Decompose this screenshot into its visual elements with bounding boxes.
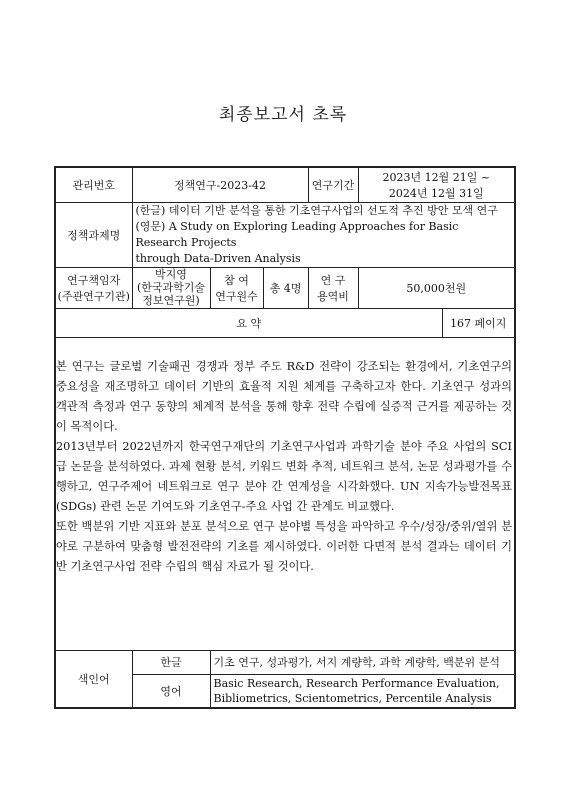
pi-name: 박지영 (한국과학기술 정보연구원) xyxy=(132,267,210,308)
task-value: (한글) 데이터 기반 분석을 통한 기초연구사업의 선도적 추진 방안 모색 연구 (영문) A Study on Exploring Leading Approaches for Basic Research Projects through Data-Driven Analysis xyxy=(132,202,515,267)
page-count: 167 페이지 xyxy=(442,308,515,337)
period-value: 2023년 12월 21일 ~ 2024년 12월 31일 xyxy=(358,167,515,202)
summary-label: 요 약 xyxy=(55,308,442,337)
members-value: 총 4명 xyxy=(269,281,302,295)
cost-value: 50,000천원 xyxy=(358,267,515,308)
cost-label: 연 구 용역비 xyxy=(308,267,358,308)
pi-label: 연구책임자 (주관연구기관) xyxy=(55,267,132,308)
page-title: 최종보고서 초록 xyxy=(218,105,348,125)
members-cell xyxy=(210,267,308,308)
members-label: 참 여 연구원수 xyxy=(211,268,264,308)
summary-paragraph: 2013년부터 2022년까지 한국연구재단의 기초연구사업과 과학기술 분야 주요 사업의 SCI급 논문을 분석하였다. 과제 현황 분석, 키워드 변화 추적, 네트워크 분석, 논문 성과평가를 수행하고, 연구주제어 네트워크로 연구 분야 간 연계성을 시각화했다. UN 지속가능발전목표(SDGs) 관련 논문 기여도와 기초연구-주요 사업 간 관계도 비교했다. xyxy=(56,440,512,513)
keywords-en-label: 영어 xyxy=(132,674,210,708)
summary-text xyxy=(56,357,512,577)
summary-paragraph: 또한 백분위 기반 지표와 분포 분석으로 연구 분야별 특성을 파악하고 우수/성장/중위/열위 분야로 구분하여 맞춤형 발전전략의 기초를 제시하였다. 이러한 다면적 분석 결과는 데이터 기반 기초연구사업 전략 수립의 핵심 자료가 될 것이다. xyxy=(56,520,512,573)
summary-paragraph: 본 연구는 글로벌 기술패권 경쟁과 정부 주도 R&D 전략이 강조되는 환경에서, 기초연구의 중요성을 재조명하고 데이터 기반의 효율적 지원 체계를 구축하고자 한다. 기초연구 성과의 객관적 측정과 연구 동향의 체계적 분석을 통해 향후 전략 수립에 실증적 근거를 제공하는 것이 목적이다. xyxy=(56,360,512,433)
mgmt-no-label: 관리번호 xyxy=(55,167,132,202)
keywords-label: 색인어 xyxy=(55,650,132,708)
mgmt-no-value: 정책연구-2023-42 xyxy=(132,167,308,202)
period-label: 연구기간 xyxy=(308,167,358,202)
keywords-en-value: Basic Research, Research Performance Evaluation, Bibliometrics, Scientometrics, Percentile Analysis xyxy=(210,674,515,708)
keywords-ko-value: 기초 연구, 성과평가, 서지 계량학, 과학 계량학, 백분위 분석 xyxy=(210,650,515,674)
task-label: 정책과제명 xyxy=(55,202,132,267)
keywords-ko-label: 한글 xyxy=(132,650,210,674)
